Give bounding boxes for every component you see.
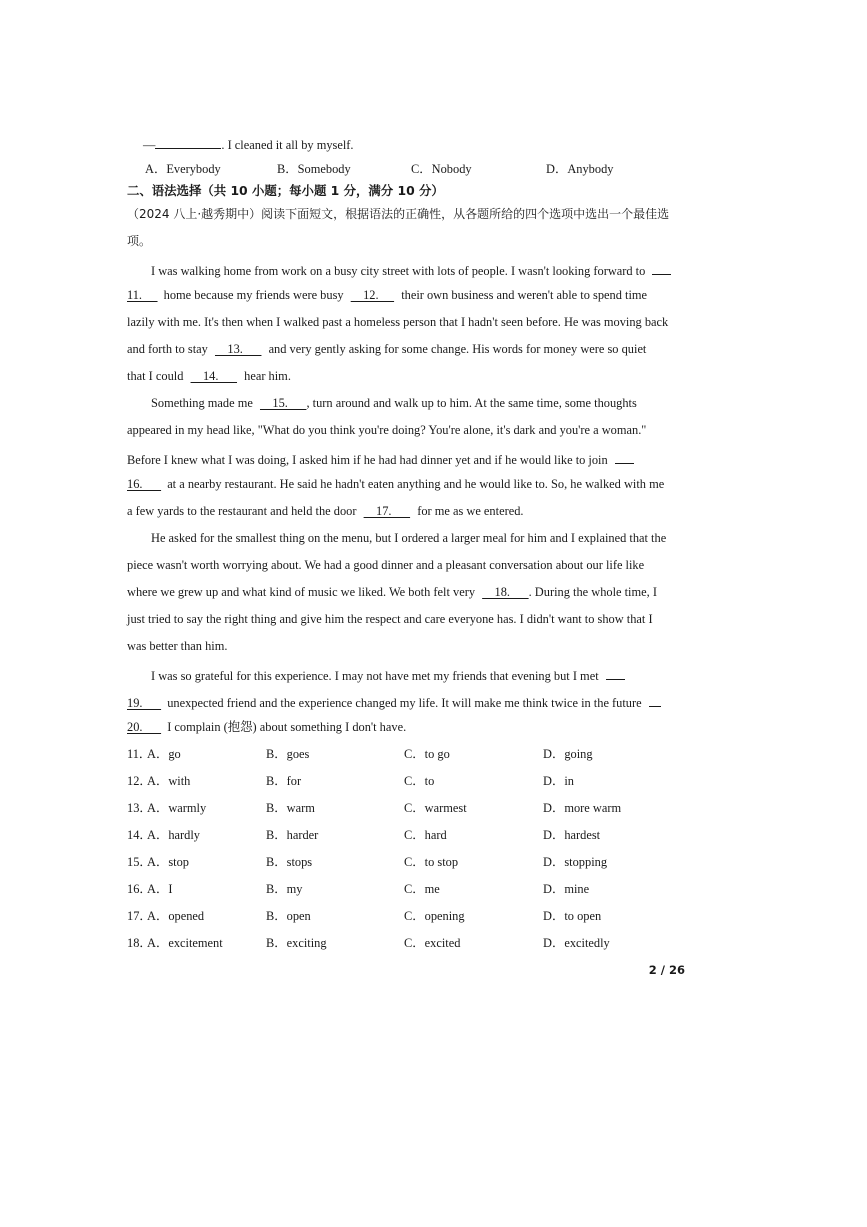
passage-text: and forth to stay [127,342,208,356]
question-number: 15． [127,855,152,869]
q10-rest: . I cleaned it all by myself. [221,138,354,152]
question-number: 12． [127,774,152,788]
option-b: B．stops [266,855,313,869]
page-number: 2 / 26 [648,963,685,977]
q10-stem [143,136,354,151]
passage-line-9 [127,478,664,490]
option-b: B．exciting [266,936,327,950]
option-c: C．excited [404,936,461,950]
passage-line-13 [127,586,657,598]
option-a: A．stop [147,855,189,869]
passage-line-10 [127,505,524,517]
option-d: D．in [543,774,574,788]
passage-line-3: lazily with me. It's then when I walked past a homeless person that I hadn't seen before. He was moving back [127,315,669,329]
option-a: A．go [147,747,181,761]
passage-line-12: piece wasn't worth worrying about. We had a good dinner and a pleasant conversation about our life like [127,558,645,572]
passage-line-18 [127,721,406,733]
question-number: 13． [127,801,152,815]
passage-text: Before I knew what I was doing, I asked him if he had had dinner yet and if he would like to join [127,453,608,467]
blank-15: 15. [259,396,307,410]
blank-11-start [652,262,671,275]
option-c: C．to go [404,747,450,761]
passage-line-5 [127,370,291,382]
blank-20-start [649,694,661,707]
passage-text: Something made me [151,396,253,410]
option-c: C．to stop [404,855,459,869]
section-heading: 二、语法选择（共 10 小题；每小题 1 分，满分 10 分） [127,183,444,198]
option-a: A．opened [147,909,205,923]
option-d: D．stopping [543,855,608,869]
passage-text: at a nearby restaurant. He said he hadn't eaten anything and he would like to. So, he walked with me [167,477,665,491]
passage-text: that I could [127,369,184,383]
option-b: B．open [266,909,311,923]
option-b: B．harder [266,828,319,842]
passage-text: hear him. [244,369,291,383]
passage-line-15: was better than him. [127,639,228,653]
blank-16-start [615,451,634,464]
option-b: B．my [266,882,303,896]
question-number: 14． [127,828,152,842]
passage-text: and very gently asking for some change. His words for money were so quiet [268,342,647,356]
passage-text: I was walking home from work on a busy city street with lots of people. I wasn't looking forward to [151,264,646,278]
option-a: A．excitement [147,936,223,950]
passage-text: , turn around and walk up to him. At the same time, some thoughts [306,396,637,410]
source-line-1: （2024 八上·越秀期中）阅读下面短文，根据语法的正确性，从各题所给的四个选项中选出一个最佳选 [127,207,670,221]
passage-text: I complain (抱怨) about something I don't have. [167,720,407,734]
option-d: D．to open [543,909,602,923]
option-c: C．opening [404,909,465,923]
blank-17: 17. [363,504,411,518]
blank-16: 16. [127,477,162,491]
question-number: 11． [127,747,152,761]
passage-text: a few yards to the restaurant and held the door [127,504,357,518]
passage-text: for me as we entered. [417,504,524,518]
passage-line-8 [127,451,634,466]
option-b: B．for [266,774,302,788]
option-a: A．hardly [147,828,200,842]
question-number: 16． [127,882,152,896]
source-line-2: 项。 [127,234,152,248]
option-c: C．warmest [404,801,467,815]
blank-14: 14. [190,369,238,383]
passage-line-2 [127,289,647,301]
option-d: D．more warm [543,801,622,815]
blank-18: 18. [482,585,529,599]
q10-blank [155,136,221,149]
option-b: B．goes [266,747,310,761]
question-number: 17． [127,909,152,923]
passage-line-4 [127,343,646,355]
option-a: A．with [147,774,191,788]
q10-option-a: A．Everybody [145,162,221,176]
passage-line-1 [151,262,671,277]
q10-option-b: B．Somebody [277,162,351,176]
passage-line-16 [151,667,625,682]
option-b: B．warm [266,801,315,815]
blank-12: 12. [350,288,395,302]
option-c: C．me [404,882,440,896]
blank-11: 11. [127,288,158,302]
option-d: D．hardest [543,828,601,842]
passage-line-7: appeared in my head like, "What do you think you're doing? You're alone, it's dark and you're a woman." [127,423,647,437]
option-a: A．I [147,882,173,896]
question-number: 18． [127,936,152,950]
passage-text: their own business and weren't able to spend time [401,288,648,302]
blank-20: 20. [127,720,162,734]
option-d: D．excitedly [543,936,610,950]
option-a: A．warmly [147,801,207,815]
passage-text: I was so grateful for this experience. I may not have met my friends that evening but I met [151,669,599,683]
passage-text: unexpected friend and the experience changed my life. It will make me think twice in the future [167,696,642,710]
blank-13: 13. [214,342,262,356]
q10-option-d: D．Anybody [546,162,614,176]
option-c: C．to [404,774,435,788]
passage-text: home because my friends were busy [163,288,344,302]
passage-line-14: just tried to say the right thing and give him the respect and care everyone has. I didn't want to show that I [127,612,653,626]
blank-19-start [606,667,625,680]
passage-line-11: He asked for the smallest thing on the menu, but I ordered a larger meal for him and I explained that the [151,531,667,545]
passage-line-6 [151,397,637,409]
option-d: D．mine [543,882,590,896]
passage-line-17 [127,694,661,709]
q10-dash: — [143,138,156,152]
blank-19: 19. [127,696,162,710]
option-c: C．hard [404,828,447,842]
passage-text: . During the whole time, I [528,585,657,599]
passage-text: where we grew up and what kind of music we liked. We both felt very [127,585,476,599]
option-d: D．going [543,747,593,761]
q10-option-c: C．Nobody [411,162,472,176]
